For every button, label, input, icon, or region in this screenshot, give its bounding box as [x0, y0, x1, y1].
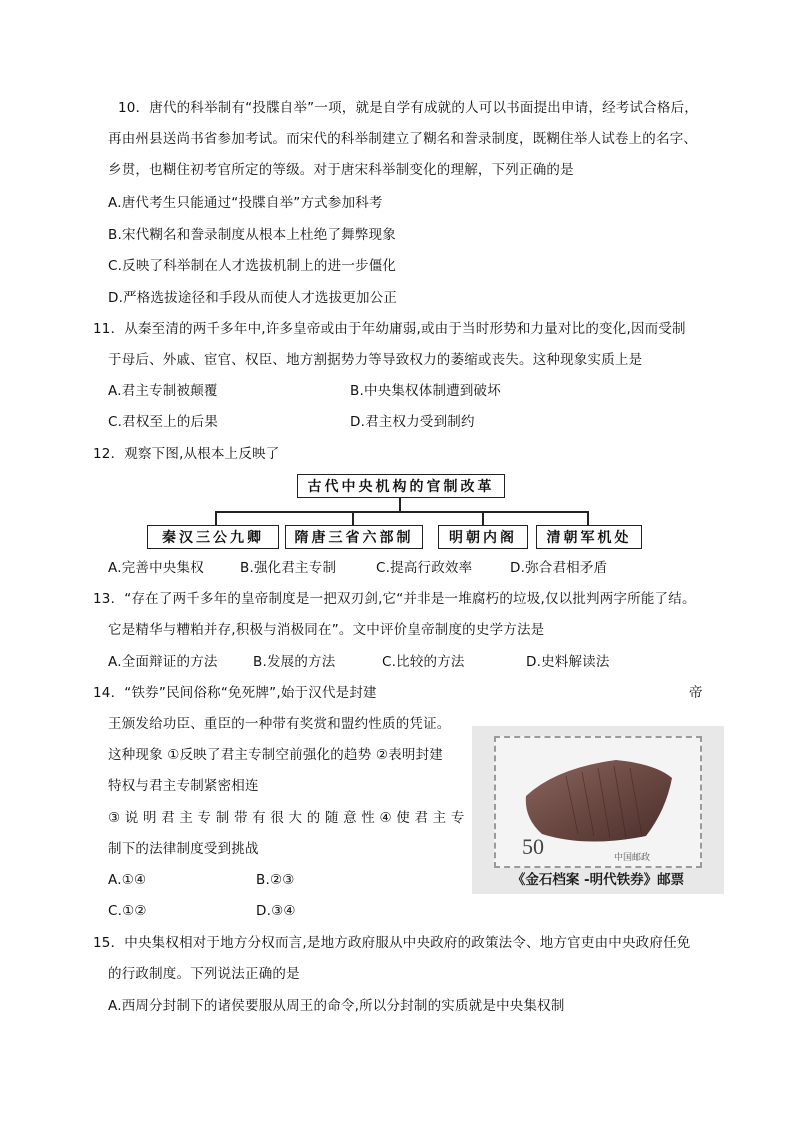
q13-option-d: D.史料解读法 [526, 654, 610, 670]
diagram-connector-2 [352, 511, 354, 525]
q12-stem: 12．观察下图,从根本上反映了 [93, 446, 280, 462]
q14-option-c: C.①② [108, 903, 147, 919]
q10-stem-line3: 乡贯，也糊住初考官所定的等级。对于唐宋科举制变化的理解，下列正确的是 [108, 162, 574, 178]
diagram-connector-1 [215, 511, 217, 525]
q13-option-c: C.比较的方法 [382, 654, 465, 670]
q10-stem-line1: 10．唐代的科举制有“投牒自举”一项，就是自学有成就的人可以书面提出申请，经考试合格后， [118, 100, 698, 116]
q14-option-d: D.③④ [256, 903, 296, 919]
q14-stem-line1-end: 帝 [689, 685, 703, 701]
q11-option-b: B.中央集权体制遭到破坏 [350, 383, 501, 399]
diagram-connector-horizontal [215, 511, 588, 513]
diagram-box-qinhan: 秦汉三公九卿 [147, 525, 279, 549]
stamp-country: 中国邮政 [614, 853, 651, 863]
diagram-box-qing: 清朝军机处 [536, 525, 642, 549]
diagram-top-box: 古代中央机构的官制改革 [297, 474, 505, 498]
q10-option-d: D.严格选拔途径和手段从而使人才选拔更加公正 [108, 290, 398, 306]
q10-option-b: B.宋代糊名和誊录制度从根本上杜绝了舞弊现象 [108, 227, 396, 243]
q11-option-c: C.君权至上的后果 [108, 414, 219, 430]
stamp-caption: 《金石档案 -明代铁券》邮票 [511, 872, 685, 888]
q11-stem-line2: 于母后、外戚、宦官、权臣、地方割据势力等导致权力的萎缩或丧失。这种现象实质上是 [108, 352, 643, 368]
q13-stem-line2: 它是精华与糟粕并存,积极与消极同在”。文中评价皇帝制度的史学方法是 [108, 622, 545, 638]
diagram-box-ming: 明朝内阁 [438, 525, 528, 549]
q14-stem-line3: 这种现象 ①反映了君主专制空前强化的趋势 ②表明封建 [108, 747, 443, 763]
q15-stem-line1: 15．中央集权相对于地方分权而言,是地方政府服从中央政府的政策法令、地方官吏由中央政府任免 [93, 935, 691, 951]
q14-stem-line4: 特权与君主专制紧密相连 [108, 778, 259, 794]
stamp-value: 50 [522, 834, 544, 859]
q12-option-c: C.提高行政效率 [376, 560, 473, 576]
q14-stem-line2: 王颁发给功臣、重臣的一种带有奖赏和盟约性质的凭证。 [108, 716, 451, 732]
q15-option-a: A.西周分封制下的诸侯要服从周王的命令,所以分封制的实质就是中央集权制 [108, 998, 565, 1014]
q14-stem-line5: ③ 说 明 君 主 专 制 带 有 很 大 的 随 意 性 ④ 使 君 主 专 [108, 810, 465, 826]
stamp-frame [494, 736, 702, 868]
q10-option-a: A.唐代考生只能通过“投牒自举”方式参加科考 [108, 195, 383, 211]
q12-option-d: D.弥合君相矛盾 [510, 560, 608, 576]
q12-option-b: B.强化君主专制 [240, 560, 337, 576]
q11-option-d: D.君主权力受到制约 [350, 414, 475, 430]
q14-stem-line1: 14．“铁券”民间俗称“免死牌”,始于汉代是封建 [93, 685, 377, 701]
diagram-connector-3 [482, 511, 484, 525]
q13-option-b: B.发展的方法 [253, 654, 336, 670]
iron-certificate-stamp-image [472, 726, 724, 894]
diagram-box-suitang: 隋唐三省六部制 [285, 525, 423, 549]
diagram-connector-4 [587, 511, 589, 525]
q11-option-a: A.君主专制被颠覆 [108, 383, 218, 399]
q13-stem-line1: 13．“存在了两千多年的皇帝制度是一把双刃剑,它“并非是一堆腐朽的垃圾,仅以批判两字所能了结。 [93, 591, 696, 607]
q10-option-c: C.反映了科举制在人才选拔机制上的进一步僵化 [108, 258, 397, 274]
q10-stem-line2: 再由州县送尚书省参加考试。而宋代的科举制建立了糊名和誊录制度，既糊住举人试卷上的名字、 [108, 131, 698, 147]
q11-stem-line1: 11．从秦至清的两千多年中,许多皇帝或由于年幼庸弱,或由于当时形势和力量对比的变化,因而受制 [93, 321, 686, 337]
q14-stem-line6: 制下的法律制度受到挑战 [108, 841, 259, 857]
q14-option-b: B.②③ [256, 872, 295, 888]
q13-option-a: A.全面辩证的方法 [108, 654, 218, 670]
q12-option-a: A.完善中央集权 [108, 560, 204, 576]
q14-option-a: A.①④ [108, 872, 147, 888]
q15-stem-line2: 的行政制度。下列说法正确的是 [108, 966, 300, 982]
diagram-connector-vertical [399, 498, 401, 512]
